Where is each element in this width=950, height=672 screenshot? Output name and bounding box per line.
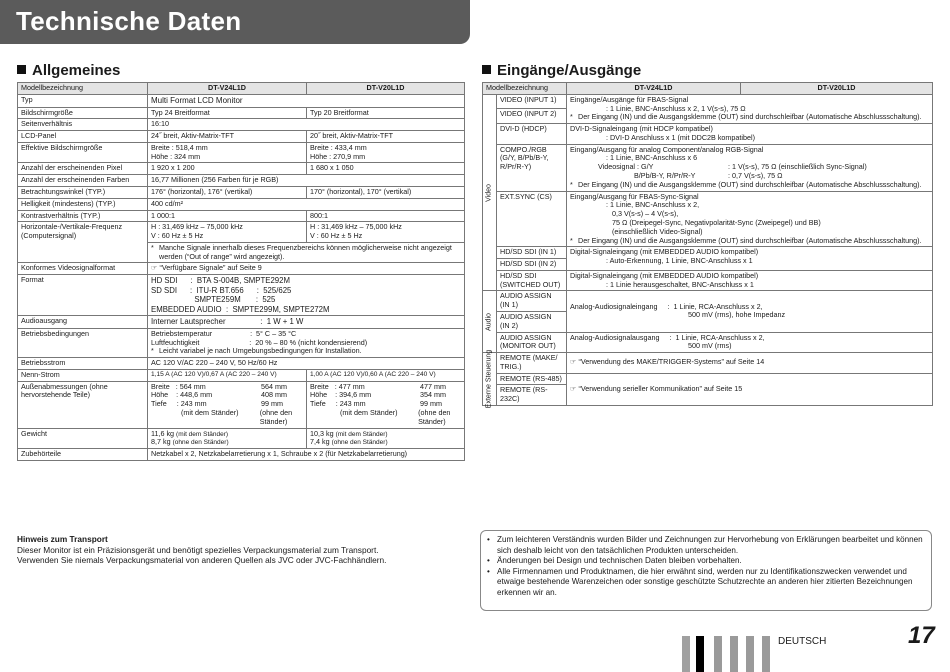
row-value: 16,77 Millionen (256 Farben für je RGB) <box>148 175 465 187</box>
transport-text: Verwenden Sie niemals Verpackungsmaterial von anderen Quellen als JVC oder JVC-Fachhändlern. <box>17 555 387 566</box>
table-row <box>18 328 465 357</box>
row-value: Netzkabel x 2, Netzkabelarretierung x 1, Schraube x 2 (für Netzkabelarretierung) <box>148 449 465 461</box>
row-label: AUDIO ASSIGN (IN 2) <box>497 311 567 332</box>
row-label: REMOTE (RS-232C) <box>497 385 567 406</box>
stripe <box>730 636 738 672</box>
row-label: Format <box>18 275 148 316</box>
row-label: Bildschirmgröße <box>18 107 148 119</box>
table-row <box>483 247 933 259</box>
list-item: • Alle Firmennamen und Produktnamen, die hier erwähnt sind, werden nur zu Identifikationszwecken verwendet und etwaige bestehende Warenzeichen oder sonstige geschützte Schutzrechte an anderen hier zitierten Bezeichnungen erkennen wir an. <box>487 566 913 597</box>
stripe <box>682 636 690 672</box>
row-value-a: 1,15 A (AC 120 V)/0,67 A (AC 220 – 240 V) <box>148 369 307 381</box>
row-label: HD/SD SDI (IN 2) <box>497 259 567 271</box>
table-row <box>18 381 465 428</box>
stripe <box>762 636 770 672</box>
row-value: HD SDI : BTA S-004B, SMPTE292M SD SDI : ITU-R BT.656 : 525/625 SMPTE259M : 525 EMBEDDED AUDIO : SMPTE299M, SMPTE272M <box>148 275 465 316</box>
row-value-b: 170° (horizontal), 170° (vertikal) <box>307 187 465 199</box>
row-value-b: 1 680 x 1 050 <box>307 163 465 175</box>
row-label: Seitenverhältnis <box>18 119 148 131</box>
note-asterisk: * <box>151 346 154 356</box>
table-row <box>18 358 465 370</box>
section-title-io: Eingänge/Ausgänge <box>482 62 641 79</box>
col-model-a-header: DT-V24L1D <box>567 83 741 95</box>
row-label: Außenabmessungen (ohne hervorstehende Teile) <box>18 381 148 428</box>
table-row <box>18 175 465 187</box>
table-row <box>18 316 465 329</box>
section-title-general: Allgemeines <box>17 62 120 79</box>
row-value: Eingang/Ausgang für analog Component/analog RGB-Signal : 1 Linie, BNC-Anschluss x 6 Videosignal : G/Y : 1 V(s-s), 75 Ω (einschließlich Sync-Signal) B/Pb/B-Y, R/Pr/R-Y : 0,7 V(s-s), 75 Ω * Der Eingang (IN) und die Ausgangsklemme (OUT) sind durchschleifbar (Automatische Abschlussschaltung). <box>567 144 933 191</box>
row-label: Effektive Bildschirmgröße <box>18 142 148 163</box>
row-value: ☞ “Verwendung serieller Kommunikation” auf Seite 15 <box>567 373 933 405</box>
row-label: VIDEO (INPUT 2) <box>497 109 567 124</box>
row-value-b: 1,00 A (AC 120 V)/0,60 A (AC 220 – 240 V) <box>307 369 465 381</box>
row-label: Betriebsbedingungen <box>18 328 148 357</box>
row-value: ☞ “Verfügbare Signale” auf Seite 9 <box>148 263 465 275</box>
row-label: VIDEO (INPUT 1) <box>497 94 567 109</box>
row-value: Multi Format LCD Monitor <box>148 94 465 107</box>
table-row <box>18 222 465 243</box>
row-value: Digital-Signaleingang (mit EMBEDDED AUDIO kompatibel) : Auto-Erkennung, 1 Linie, BNC-Anschluss x 1 <box>567 247 933 271</box>
row-label: AUDIO ASSIGN (IN 1) <box>497 291 567 312</box>
row-label: REMOTE (MAKE/ TRIG.) <box>497 353 567 374</box>
table-row <box>18 94 465 107</box>
row-value: Analog-Audiosignaleingang : 1 Linie, RCA-Anschluss x 2, 500 mV (rms), hohe Impedanz <box>567 291 933 332</box>
table-row <box>18 119 465 131</box>
row-label: Zubehörteile <box>18 449 148 461</box>
io-spec-table <box>482 82 933 409</box>
row-label: Audioausgang <box>18 316 148 329</box>
col-model-b-header: DT-V20L1D <box>307 83 465 95</box>
bullet-icon: • <box>487 535 490 544</box>
stripe <box>746 636 754 672</box>
row-value-a: 11,6 kg (mit dem Ständer) 8,7 kg (ohne den Ständer) <box>148 428 307 449</box>
row-label: DVI-D (HDCP) <box>497 124 567 145</box>
note-asterisk: * <box>570 179 573 189</box>
footer-language: DEUTSCH <box>778 636 827 647</box>
table-header-row <box>483 83 933 95</box>
table-row <box>483 332 933 353</box>
table-row <box>483 124 933 145</box>
bullet-icon: • <box>487 556 490 566</box>
row-label: REMOTE (RS-485) <box>497 373 567 385</box>
group-label-video: Video <box>483 94 497 291</box>
table-row <box>18 198 465 210</box>
row-value-b: 20˝ breit, Aktiv-Matrix-TFT <box>307 131 465 143</box>
general-spec-table <box>17 82 465 461</box>
row-value: 400 cd/m² <box>148 198 465 210</box>
table-row <box>18 369 465 381</box>
row-label: AUDIO ASSIGN (MONITOR OUT) <box>497 332 567 353</box>
group-label-audio: Audio <box>483 291 497 353</box>
table-row <box>18 163 465 175</box>
row-value-b: Breite : 433,4 mm Höhe : 270,9 mm <box>307 142 465 163</box>
page-number: 17 <box>908 622 935 649</box>
table-row <box>18 263 465 275</box>
row-label: HD/SD SDI (SWITCHED OUT) <box>497 270 567 291</box>
row-value: Eingang/Ausgang für FBAS-Sync-Signal : 1 Linie, BNC-Anschluss x 2, 0,3 V(s-s) – 4 V(s-s), 75 Ω (Dreipegel-Sync, Negativpolarität-Sync (Zweipegel) und BB) (einschließlich Video-Signal) * Der Eingang (IN) und die Ausgangsklemme (OUT) sind durchschleifbar (Automatische Abschlussschaltung). <box>567 191 933 247</box>
note-asterisk: * <box>570 235 573 245</box>
stripe <box>696 636 704 672</box>
row-value: Analog-Audiosignalausgang : 1 Linie, RCA-Anschluss x 2, 500 mV (rms) <box>567 332 933 353</box>
row-value: Digital-Signaleingang (mit EMBEDDED AUDIO kompatibel) : 1 Linie herausgeschaltet, BNC-Anschluss x 1 <box>567 270 933 291</box>
row-value-a: 176° (horizontal), 176° (vertikal) <box>148 187 307 199</box>
table-row <box>483 291 933 312</box>
row-label: EXT.SYNC (CS) <box>497 191 567 247</box>
row-value: DVI-D-Signaleingang (mit HDCP kompatibel) : DVI-D Anschluss x 1 (mit DDC2B kompatibel) <box>567 124 933 145</box>
row-label: HD/SD SDI (IN 1) <box>497 247 567 259</box>
bullet-icon: • <box>487 566 490 576</box>
row-value-a: Typ 24 Breitformat <box>148 107 307 119</box>
row-value: ☞ “Verwendung des MAKE/TRIGGER-Systems” auf Seite 14 <box>567 353 933 374</box>
group-label-external-control: Externe Steuerung <box>483 353 497 406</box>
table-row <box>483 353 933 374</box>
row-label: Helligkeit (mindestens) (TYP.) <box>18 198 148 210</box>
note-asterisk: * <box>151 242 154 252</box>
transport-text: Dieser Monitor ist ein Präzisionsgerät und benötigt spezielles Verpackungsmaterial zum Transport. <box>17 544 379 555</box>
col-model-a-header: DT-V24L1D <box>148 83 307 95</box>
list-item: • Änderungen bei Design und technischen Daten bleiben vorbehalten. <box>487 556 742 566</box>
row-label: Anzahl der erscheinenden Farben <box>18 175 148 187</box>
row-value-a: Breite : 564 mm 564 mm Höhe : 448,6 mm 408 mm Tiefe : 243 mm 99 mm (mit dem Ständer) (ohne den Ständer) <box>148 381 307 428</box>
row-value-b: Breite : 477 mm 477 mm Höhe : 394,6 mm 354 mm Tiefe : 243 mm 99 mm (mit dem Ständer) (ohne den Ständer) <box>307 381 465 428</box>
row-value-b: 10,3 kg (mit dem Ständer) 7,4 kg (ohne den Ständer) <box>307 428 465 449</box>
page-header-bar <box>0 0 470 44</box>
row-label: Typ <box>18 94 148 107</box>
table-row <box>18 428 465 449</box>
table-row <box>18 210 465 222</box>
table-row <box>483 191 933 247</box>
transport-heading: Hinweis zum Transport <box>17 534 108 544</box>
table-header-row <box>18 83 465 95</box>
row-label: Kontrastverhältnis (TYP.) <box>18 210 148 222</box>
table-row <box>18 142 465 163</box>
row-value-a: 24˝ breit, Aktiv-Matrix-TFT <box>148 131 307 143</box>
row-value: Interner Lautsprecher : 1 W + 1 W <box>148 316 465 329</box>
row-label: Gewicht <box>18 428 148 449</box>
transport-note <box>17 534 457 566</box>
disclaimer-box <box>480 530 932 611</box>
row-value-a: 1 920 x 1 200 <box>148 163 307 175</box>
list-item: • Zum leichteren Verständnis wurden Bilder und Zeichnungen zur Hervorhebung von Erklärungen bearbeitet und können sich deshalb leicht von den tatsächlichen Produkten unterscheiden. <box>487 535 923 555</box>
row-label: Betrachtungswinkel (TYP.) <box>18 187 148 199</box>
row-note: * Manche Signale innerhalb dieses Frequenzbereichs können möglicherweise nicht angezeigt werden (“Out of range” wird angezeigt). <box>148 242 465 263</box>
row-value-a: 1 000:1 <box>148 210 307 222</box>
row-label: Horizontale-/Vertikale-Frequenz (Computersignal) <box>18 222 148 263</box>
note-asterisk: * <box>570 112 573 122</box>
row-value: Eingänge/Ausgänge für FBAS-Signal : 1 Linie, BNC-Anschluss x 2, 1 V(s-s), 75 Ω * Der Eingang (IN) und die Ausgangsklemme (OUT) sind durchschleifbar (Automatische Abschlussschaltung). <box>567 94 933 123</box>
stripe <box>714 636 722 672</box>
row-value-b: Typ 20 Breitformat <box>307 107 465 119</box>
row-value-a: Breite : 518,4 mm Höhe : 324 mm <box>148 142 307 163</box>
row-value-b: 800:1 <box>307 210 465 222</box>
square-bullet-icon <box>17 65 26 74</box>
table-row <box>18 275 465 316</box>
col-model-header: Modellbezeichnung <box>483 83 567 95</box>
row-label: Anzahl der erscheinenden Pixel <box>18 163 148 175</box>
row-value: 16:10 <box>148 119 465 131</box>
row-value: AC 120 V/AC 220 – 240 V, 50 Hz/60 Hz <box>148 358 465 370</box>
table-row <box>18 131 465 143</box>
square-bullet-icon <box>482 65 491 74</box>
page-title: Technische Daten <box>16 6 242 36</box>
col-model-header: Modellbezeichnung <box>18 83 148 95</box>
table-row <box>483 144 933 191</box>
table-row <box>483 94 933 109</box>
row-label: Nenn-Strom <box>18 369 148 381</box>
row-label: Betriebsstrom <box>18 358 148 370</box>
row-label: LCD-Panel <box>18 131 148 143</box>
row-label: COMPO./RGB (G/Y, B/Pb/B-Y, R/Pr/R-Y) <box>497 144 567 191</box>
table-row <box>18 449 465 461</box>
table-row <box>483 373 933 385</box>
row-label: Konformes Videosignalformat <box>18 263 148 275</box>
row-value: Betriebstemperatur : 5° C – 35 °C Luftfeuchtigkeit : 20 % – 80 % (nicht kondensierend) * Leicht variabel je nach Umgebungsbedingungen für Installation. <box>148 328 465 357</box>
col-model-b-header: DT-V20L1D <box>741 83 933 95</box>
row-value-b: H : 31,469 kHz – 75,000 kHz V : 60 Hz ± 5 Hz <box>307 222 465 243</box>
table-row <box>18 107 465 119</box>
table-row <box>18 187 465 199</box>
row-value-a: H : 31,469 kHz – 75,000 kHz V : 60 Hz ± 5 Hz <box>148 222 307 243</box>
table-row <box>483 270 933 291</box>
